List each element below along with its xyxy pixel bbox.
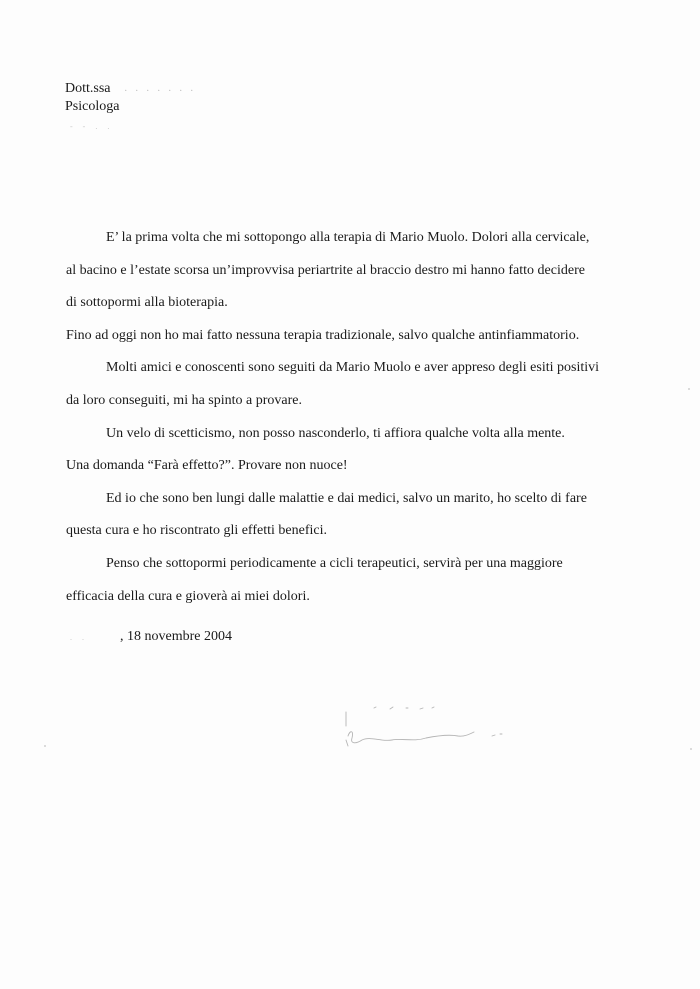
header-name-redacted: . . . . . . .: [124, 83, 196, 94]
letter-header: [65, 80, 196, 116]
body-line: al bacino e l’estate scorsa un’improvvisa periartrite al braccio destro mi hanno fatto decidere: [66, 262, 585, 278]
body-line: da loro conseguiti, mi ha spinto a provare.: [66, 392, 302, 408]
body-line: Fino ad oggi non ho mai fatto nessuna terapia tradizionale, salvo qualche antinfiammatorio.: [66, 327, 580, 343]
body-line: di sottopormi alla bioterapia.: [66, 295, 228, 311]
header-profession: Psicologa: [65, 99, 120, 115]
signature-mark: [340, 700, 520, 760]
body-line: E’ la prima volta che mi sottopongo alla terapia di Mario Muolo. Dolori alla cervicale,: [106, 230, 590, 245]
scan-speck: [44, 745, 46, 747]
body-line: efficacia della cura e gioverà ai miei dolori.: [66, 588, 310, 604]
body-line: Penso che sottopormi periodicamente a cicli terapeutici, servirà per una maggiore: [106, 555, 563, 571]
place-redacted: . .: [70, 633, 88, 642]
letter-date: , 18 novembre 2004: [120, 629, 232, 644]
header-title: Dott.ssa: [65, 81, 111, 97]
body-line: Una domanda “Farà effetto?”. Provare non nuoce!: [66, 458, 348, 474]
scan-speck: [688, 388, 690, 390]
body-line: Un velo di scetticismo, non posso nasconderlo, ti affiora qualche volta alla mente.: [106, 425, 565, 441]
place-date: [70, 629, 232, 645]
header-title-line: [65, 80, 196, 98]
letter-body: [66, 222, 646, 613]
scan-speck: [690, 748, 692, 750]
body-line: Ed io che sono ben lungi dalle malattie e dai medici, salvo un marito, ho scelto di fare: [106, 490, 587, 506]
body-line: questa cura e ho riscontrato gli effetti benefici.: [66, 523, 327, 539]
header-faint-address: - - . .: [70, 122, 114, 131]
body-line: Molti amici e conoscenti sono seguiti da Mario Muolo e aver appreso degli esiti positivi: [106, 360, 600, 376]
